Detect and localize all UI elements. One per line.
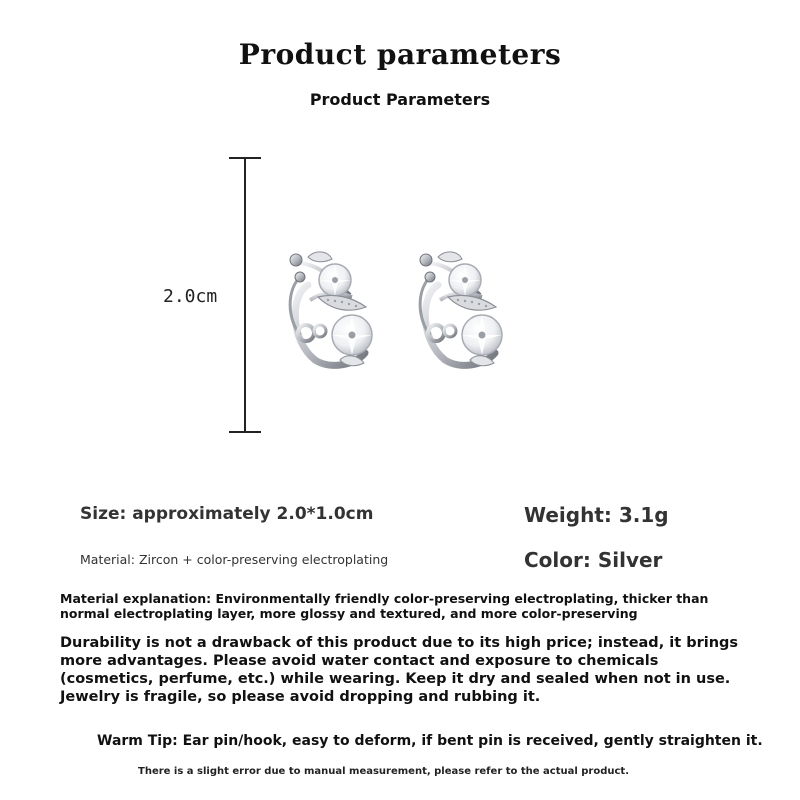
right-earring [420, 252, 502, 366]
measurement-label: 2.0cm [163, 286, 218, 307]
warm-tip: Warm Tip: Ear pin/hook, easy to deform, if bent pin is received, gently straighten it. [97, 733, 763, 749]
measurement-error-note: There is a slight error due to manual measurement, please refer to the actual product. [138, 766, 630, 777]
color-spec: Color: Silver [524, 548, 663, 572]
page-title: Product parameters [238, 38, 562, 71]
material-spec: Material: Zircon + color-preserving electroplating [80, 552, 389, 567]
left-earring [290, 252, 372, 366]
vertical-dimension-line-icon [220, 150, 270, 440]
weight-spec: Weight: 3.1g [524, 503, 669, 527]
earrings-image [280, 225, 520, 375]
durability-note: Durability is not a drawback of this product due to its high price; instead, it brings more advantages. Please avoid water contact and exposure to chemicals (cosmetics, perfume, etc.) while wearing. Keep it dry and sealed when not in use. Jewelry is fragile, so please avoid dropping and rubbing it. [60, 635, 739, 705]
page-subtitle: Product Parameters [309, 90, 491, 109]
material-explanation: Material explanation: Environmentally friendly color-preserving electroplating, thicker than normal electroplating layer, more glossy and textured, and more color-preserving [60, 591, 709, 621]
size-spec: Size: approximately 2.0*1.0cm [80, 504, 374, 524]
